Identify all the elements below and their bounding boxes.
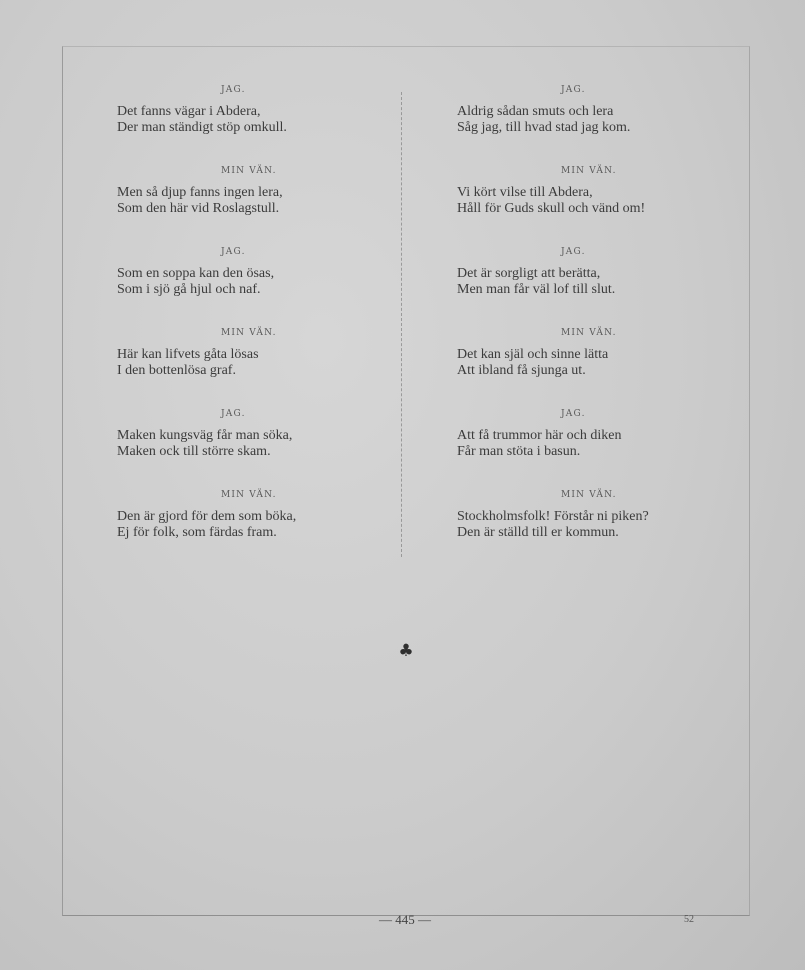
speaker-label: MIN VÄN. bbox=[221, 490, 277, 500]
stanza bbox=[117, 156, 387, 237]
verse-line: Ej för folk, som färdas fram. bbox=[117, 525, 277, 540]
verse-line: Som en soppa kan den ösas, bbox=[117, 266, 275, 281]
verse-line: Att ibland få sjunga ut. bbox=[457, 363, 586, 378]
right-column bbox=[457, 75, 727, 561]
verse-line: Det fanns vägar i Abdera, bbox=[117, 104, 261, 119]
verse-line: Såg jag, till hvad stad jag kom. bbox=[457, 120, 631, 135]
stanza bbox=[457, 156, 727, 237]
sheet-number: 52 bbox=[684, 914, 694, 925]
stanza bbox=[457, 75, 727, 156]
verse-line: Som den här vid Roslagstull. bbox=[117, 201, 280, 216]
stanza bbox=[117, 318, 387, 399]
speaker-label: MIN VÄN. bbox=[561, 166, 617, 176]
verse-line: Den är ställd till er kommun. bbox=[457, 525, 619, 540]
speaker-label: JAG. bbox=[561, 247, 586, 257]
verse-line: Den är gjord för dem som böka, bbox=[117, 509, 297, 524]
verse-line: Maken kungsväg får man söka, bbox=[117, 428, 293, 443]
stanza bbox=[117, 237, 387, 318]
speaker-label: MIN VÄN. bbox=[561, 490, 617, 500]
ornament-icon: ♣ bbox=[398, 641, 414, 661]
stanza bbox=[457, 237, 727, 318]
speaker-label: JAG. bbox=[221, 85, 246, 95]
verse-line: Aldrig sådan smuts och lera bbox=[457, 104, 614, 119]
stanza bbox=[117, 75, 387, 156]
stanza bbox=[117, 480, 387, 561]
stanza bbox=[457, 318, 727, 399]
verse-line: I den bottenlösa graf. bbox=[117, 363, 236, 378]
speaker-label: JAG. bbox=[561, 409, 586, 419]
left-column bbox=[117, 75, 387, 561]
verse-line: Får man stöta i basun. bbox=[457, 444, 581, 459]
speaker-label: JAG. bbox=[561, 85, 586, 95]
stanza bbox=[457, 480, 727, 561]
speaker-label: JAG. bbox=[221, 409, 246, 419]
verse-line: Men så djup fanns ingen lera, bbox=[117, 185, 283, 200]
verse-line: Att få trummor här och diken bbox=[457, 428, 622, 443]
verse-line: Maken ock till större skam. bbox=[117, 444, 271, 459]
verse-line: Vi kört vilse till Abdera, bbox=[457, 185, 593, 200]
speaker-label: MIN VÄN. bbox=[221, 328, 277, 338]
speaker-label: MIN VÄN. bbox=[561, 328, 617, 338]
verse-line: Håll för Guds skull och vänd om! bbox=[457, 201, 646, 216]
page-number: — 445 — bbox=[379, 912, 431, 927]
stanza bbox=[117, 399, 387, 480]
speaker-label: JAG. bbox=[221, 247, 246, 257]
verse-line: Det är sorgligt att berätta, bbox=[457, 266, 601, 281]
verse-line: Det kan själ och sinne lätta bbox=[457, 347, 609, 362]
speaker-label: MIN VÄN. bbox=[221, 166, 277, 176]
verse-line: Som i sjö gå hjul och naf. bbox=[117, 282, 261, 297]
column-divider bbox=[401, 92, 402, 557]
verse-line: Stockholmsfolk! Förstår ni piken? bbox=[457, 509, 649, 524]
verse-line: Men man får väl lof till slut. bbox=[457, 282, 616, 297]
verse-line: Der man ständigt stöp omkull. bbox=[117, 120, 287, 135]
stanza bbox=[457, 399, 727, 480]
verse-line: Här kan lifvets gåta lösas bbox=[117, 347, 259, 362]
